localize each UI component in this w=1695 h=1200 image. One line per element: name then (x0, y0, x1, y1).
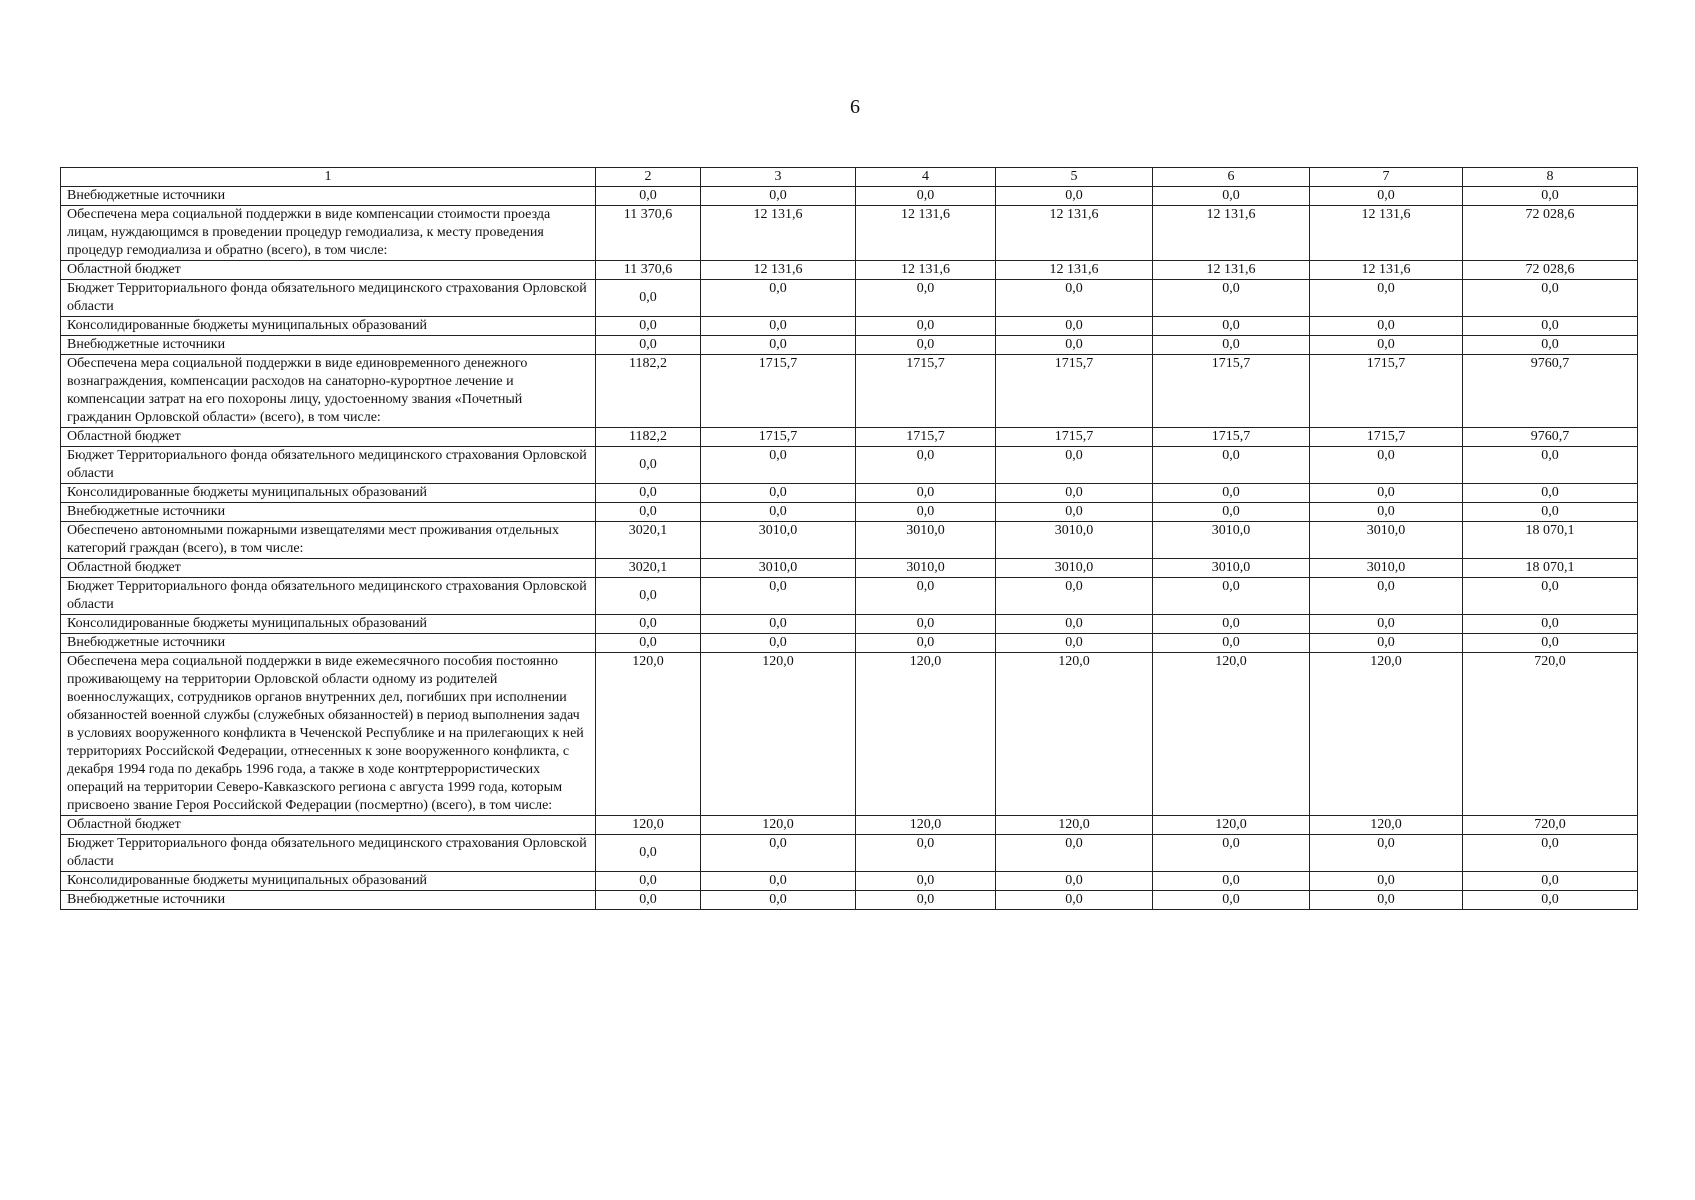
cell-value: 0,0 (1463, 578, 1638, 615)
cell-value: 0,0 (1310, 615, 1463, 634)
cell-value: 0,0 (1153, 447, 1310, 484)
cell-value: 0,0 (701, 615, 856, 634)
row-label: Внебюджетные источники (61, 634, 596, 653)
cell-value: 0,0 (1463, 835, 1638, 872)
table-row (61, 280, 1638, 317)
cell-value: 12 131,6 (701, 261, 856, 280)
cell-value: 72 028,6 (1463, 261, 1638, 280)
cell-value: 3010,0 (701, 522, 856, 559)
cell-value: 0,0 (1463, 484, 1638, 503)
cell-value: 120,0 (1310, 816, 1463, 835)
table-row (61, 206, 1638, 261)
cell-value: 12 131,6 (1153, 261, 1310, 280)
column-header: 6 (1153, 168, 1310, 187)
cell-value: 0,0 (996, 503, 1153, 522)
cell-value: 0,0 (596, 280, 701, 317)
column-header: 3 (701, 168, 856, 187)
cell-value: 120,0 (856, 816, 996, 835)
cell-value: 3010,0 (1310, 522, 1463, 559)
cell-value: 0,0 (596, 634, 701, 653)
cell-value: 0,0 (701, 447, 856, 484)
cell-value: 3010,0 (856, 559, 996, 578)
table-row (61, 522, 1638, 559)
cell-value: 11 370,6 (596, 261, 701, 280)
cell-value: 0,0 (701, 872, 856, 891)
cell-value: 1715,7 (1310, 428, 1463, 447)
row-label: Областной бюджет (61, 559, 596, 578)
cell-value: 0,0 (701, 891, 856, 910)
cell-value: 0,0 (1310, 578, 1463, 615)
table-row (61, 872, 1638, 891)
cell-value: 12 131,6 (996, 206, 1153, 261)
cell-value: 0,0 (596, 835, 701, 872)
row-label: Бюджет Территориального фонда обязательного медицинского страхования Орловской области (61, 280, 596, 317)
cell-value: 0,0 (856, 187, 996, 206)
cell-value: 0,0 (596, 447, 701, 484)
cell-value: 120,0 (856, 653, 996, 816)
row-label: Бюджет Территориального фонда обязательного медицинского страхования Орловской области (61, 447, 596, 484)
cell-value: 0,0 (856, 835, 996, 872)
cell-value: 0,0 (1153, 280, 1310, 317)
cell-value: 0,0 (996, 634, 1153, 653)
cell-value: 0,0 (1463, 891, 1638, 910)
cell-value: 0,0 (701, 503, 856, 522)
cell-value: 0,0 (596, 578, 701, 615)
page-number: 6 (850, 96, 860, 118)
cell-value: 120,0 (596, 816, 701, 835)
column-header: 2 (596, 168, 701, 187)
cell-value: 0,0 (1463, 634, 1638, 653)
cell-value: 0,0 (996, 280, 1153, 317)
row-label: Консолидированные бюджеты муниципальных образований (61, 615, 596, 634)
row-label: Областной бюджет (61, 428, 596, 447)
row-label: Консолидированные бюджеты муниципальных образований (61, 484, 596, 503)
table-row (61, 336, 1638, 355)
cell-value: 0,0 (596, 615, 701, 634)
cell-value: 3010,0 (1153, 559, 1310, 578)
cell-value: 0,0 (596, 484, 701, 503)
cell-value: 0,0 (1463, 187, 1638, 206)
cell-value: 0,0 (1153, 891, 1310, 910)
cell-value: 0,0 (1463, 336, 1638, 355)
cell-value: 0,0 (1463, 872, 1638, 891)
table-row (61, 634, 1638, 653)
column-header: 7 (1310, 168, 1463, 187)
table-row (61, 615, 1638, 634)
cell-value: 0,0 (1310, 280, 1463, 317)
cell-value: 0,0 (1310, 336, 1463, 355)
cell-value: 1715,7 (1153, 355, 1310, 428)
cell-value: 0,0 (701, 317, 856, 336)
cell-value: 0,0 (1463, 280, 1638, 317)
cell-value: 0,0 (701, 187, 856, 206)
cell-value: 120,0 (1310, 653, 1463, 816)
cell-value: 0,0 (1153, 615, 1310, 634)
cell-value: 0,0 (856, 634, 996, 653)
cell-value: 12 131,6 (856, 261, 996, 280)
cell-value: 72 028,6 (1463, 206, 1638, 261)
cell-value: 0,0 (1463, 503, 1638, 522)
cell-value: 0,0 (701, 280, 856, 317)
cell-value: 0,0 (996, 317, 1153, 336)
column-header: 5 (996, 168, 1153, 187)
cell-value: 0,0 (701, 336, 856, 355)
row-label: Бюджет Территориального фонда обязательного медицинского страхования Орловской области (61, 578, 596, 615)
cell-value: 3020,1 (596, 559, 701, 578)
table-row (61, 355, 1638, 428)
cell-value: 120,0 (996, 653, 1153, 816)
column-header: 1 (61, 168, 596, 187)
cell-value: 0,0 (856, 317, 996, 336)
cell-value: 9760,7 (1463, 355, 1638, 428)
cell-value: 0,0 (596, 872, 701, 891)
row-label: Внебюджетные источники (61, 891, 596, 910)
cell-value: 0,0 (996, 484, 1153, 503)
cell-value: 0,0 (856, 872, 996, 891)
column-header: 4 (856, 168, 996, 187)
cell-value: 0,0 (1310, 187, 1463, 206)
cell-value: 0,0 (856, 615, 996, 634)
cell-value: 12 131,6 (1310, 206, 1463, 261)
cell-value: 0,0 (596, 187, 701, 206)
cell-value: 0,0 (996, 891, 1153, 910)
budget-table (60, 167, 1638, 910)
table-row (61, 317, 1638, 336)
cell-value: 1715,7 (1153, 428, 1310, 447)
cell-value: 1715,7 (996, 355, 1153, 428)
cell-value: 1715,7 (701, 355, 856, 428)
cell-value: 3010,0 (996, 559, 1153, 578)
cell-value: 3010,0 (1310, 559, 1463, 578)
row-label: Консолидированные бюджеты муниципальных образований (61, 872, 596, 891)
cell-value: 1715,7 (856, 355, 996, 428)
table-row (61, 261, 1638, 280)
row-label: Областной бюджет (61, 261, 596, 280)
cell-value: 3010,0 (856, 522, 996, 559)
cell-value: 3010,0 (1153, 522, 1310, 559)
table-row (61, 578, 1638, 615)
cell-value: 0,0 (596, 317, 701, 336)
cell-value: 0,0 (1463, 447, 1638, 484)
cell-value: 18 070,1 (1463, 522, 1638, 559)
cell-value: 0,0 (701, 835, 856, 872)
cell-value: 0,0 (996, 578, 1153, 615)
table-header-row (61, 168, 1638, 187)
cell-value: 12 131,6 (1310, 261, 1463, 280)
cell-value: 0,0 (856, 578, 996, 615)
cell-value: 0,0 (1310, 872, 1463, 891)
cell-value: 0,0 (996, 872, 1153, 891)
cell-value: 12 131,6 (996, 261, 1153, 280)
cell-value: 120,0 (996, 816, 1153, 835)
cell-value: 0,0 (1310, 634, 1463, 653)
column-header: 8 (1463, 168, 1638, 187)
row-label: Обеспечена мера социальной поддержки в виде компенсации стоимости проезда лицам, нуждающимся в проведении процедур гемодиализа, к месту проведения процедур гемодиализа и обратно (всего), в том числе: (61, 206, 596, 261)
cell-value: 720,0 (1463, 816, 1638, 835)
row-label: Внебюджетные источники (61, 336, 596, 355)
cell-value: 0,0 (996, 336, 1153, 355)
cell-value: 12 131,6 (856, 206, 996, 261)
cell-value: 0,0 (856, 280, 996, 317)
table-row (61, 891, 1638, 910)
cell-value: 11 370,6 (596, 206, 701, 261)
row-label: Консолидированные бюджеты муниципальных образований (61, 317, 596, 336)
cell-value: 0,0 (1463, 615, 1638, 634)
cell-value: 1715,7 (856, 428, 996, 447)
table-row (61, 428, 1638, 447)
cell-value: 1715,7 (701, 428, 856, 447)
cell-value: 0,0 (1310, 447, 1463, 484)
cell-value: 120,0 (1153, 816, 1310, 835)
cell-value: 0,0 (596, 891, 701, 910)
cell-value: 0,0 (596, 336, 701, 355)
cell-value: 0,0 (1153, 872, 1310, 891)
table-row (61, 187, 1638, 206)
cell-value: 0,0 (996, 447, 1153, 484)
cell-value: 0,0 (996, 187, 1153, 206)
cell-value: 0,0 (856, 336, 996, 355)
cell-value: 1715,7 (996, 428, 1153, 447)
cell-value: 0,0 (1153, 634, 1310, 653)
row-label: Внебюджетные источники (61, 503, 596, 522)
cell-value: 0,0 (1153, 835, 1310, 872)
cell-value: 0,0 (1310, 503, 1463, 522)
cell-value: 0,0 (1153, 187, 1310, 206)
cell-value: 18 070,1 (1463, 559, 1638, 578)
row-label: Бюджет Территориального фонда обязательного медицинского страхования Орловской области (61, 835, 596, 872)
cell-value: 0,0 (1310, 891, 1463, 910)
cell-value: 12 131,6 (1153, 206, 1310, 261)
cell-value: 0,0 (1463, 317, 1638, 336)
cell-value: 720,0 (1463, 653, 1638, 816)
table-row (61, 503, 1638, 522)
table-row (61, 816, 1638, 835)
cell-value: 0,0 (1310, 835, 1463, 872)
cell-value: 120,0 (596, 653, 701, 816)
cell-value: 0,0 (1310, 484, 1463, 503)
cell-value: 0,0 (856, 503, 996, 522)
cell-value: 9760,7 (1463, 428, 1638, 447)
cell-value: 120,0 (701, 653, 856, 816)
cell-value: 0,0 (701, 484, 856, 503)
cell-value: 120,0 (701, 816, 856, 835)
row-label: Внебюджетные источники (61, 187, 596, 206)
table-row (61, 447, 1638, 484)
cell-value: 0,0 (1153, 317, 1310, 336)
cell-value: 0,0 (701, 634, 856, 653)
table-row (61, 835, 1638, 872)
cell-value: 0,0 (1153, 484, 1310, 503)
cell-value: 0,0 (996, 835, 1153, 872)
cell-value: 0,0 (1153, 336, 1310, 355)
cell-value: 1715,7 (1310, 355, 1463, 428)
cell-value: 3010,0 (996, 522, 1153, 559)
row-label: Обеспечено автономными пожарными извещателями мест проживания отдельных категорий граждан (всего), в том числе: (61, 522, 596, 559)
row-label: Обеспечена мера социальной поддержки в виде единовременного денежного вознаграждения, компенсации расходов на санаторно-курортное лечение и компенсации затрат на его похороны лицу, удостоенному звания «Почетный гражданин Орловской области» (всего), в том числе: (61, 355, 596, 428)
cell-value: 0,0 (701, 578, 856, 615)
table-row (61, 559, 1638, 578)
table-row (61, 484, 1638, 503)
table-row (61, 653, 1638, 816)
cell-value: 1182,2 (596, 428, 701, 447)
row-label: Обеспечена мера социальной поддержки в виде ежемесячного пособия постоянно проживающему на территории Орловской области одному из родителей военнослужащих, сотрудников органов внутренних дел, погибших при исполнении обязанностей военной службы (служебных обязанностей) в период выполнения задач в условиях вооруженного конфликта в Чеченской Республике и на прилегающих к ней территориях Российской Федерации, отнесенных к зоне вооруженного конфликта, с декабря 1994 года по декабрь 1996 года, а также в ходе контртеррористических операций на территории Северо-Кавказского региона с августа 1999 года, которым присвоено звание Героя Российской Федерации (посмертно) (всего), в том числе: (61, 653, 596, 816)
cell-value: 3020,1 (596, 522, 701, 559)
cell-value: 0,0 (1153, 503, 1310, 522)
cell-value: 120,0 (1153, 653, 1310, 816)
row-label: Областной бюджет (61, 816, 596, 835)
cell-value: 0,0 (1153, 578, 1310, 615)
cell-value: 0,0 (856, 447, 996, 484)
cell-value: 0,0 (1310, 317, 1463, 336)
cell-value: 1182,2 (596, 355, 701, 428)
cell-value: 3010,0 (701, 559, 856, 578)
cell-value: 0,0 (856, 891, 996, 910)
cell-value: 0,0 (996, 615, 1153, 634)
cell-value: 0,0 (856, 484, 996, 503)
cell-value: 12 131,6 (701, 206, 856, 261)
cell-value: 0,0 (596, 503, 701, 522)
